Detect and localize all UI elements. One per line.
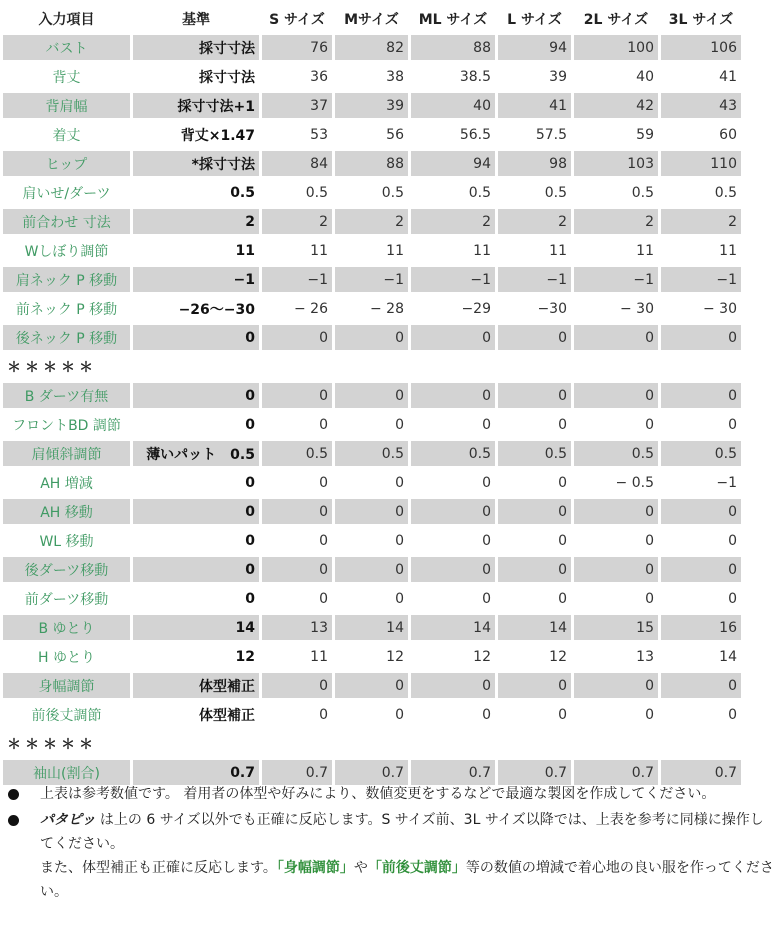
size-value: 0 [335,325,408,350]
size-value: 0 [262,499,332,524]
size-value: 0 [411,528,495,553]
row-standard: 14 [133,615,259,640]
size-value: 0.7 [498,760,571,785]
row-standard: 0 [133,383,259,408]
row-standard: 採寸寸法+1 [133,93,259,118]
size-value: 13 [574,644,658,669]
size-value: 14 [498,615,571,640]
size-value: 2 [574,209,658,234]
header-item: 入力項目 [3,6,130,31]
row-standard: 0 [133,528,259,553]
size-value: 60 [661,122,741,147]
size-value: 94 [498,35,571,60]
table-row [3,180,741,205]
size-value: 0 [335,702,408,727]
size-value: 0.5 [411,180,495,205]
size-value: 0 [498,383,571,408]
size-value: 0 [498,586,571,611]
separator-stars: ＊＊＊＊＊ [3,731,741,756]
size-value: 0 [335,528,408,553]
table-row [3,470,741,495]
row-standard: 0 [133,470,259,495]
row-item-label: 背丈 [3,64,130,89]
size-value: 98 [498,151,571,176]
size-value: 11 [262,644,332,669]
size-value: 59 [574,122,658,147]
row-item-label: ヒップ [3,151,130,176]
table-row [3,238,741,263]
note-text: 上表は参考数値です。 着用者の体型や好みにより、数値変更をするなどで最適な製図を作成してください。 [40,786,716,802]
header-size-3l: 3L サイズ [661,6,741,31]
size-value: 0 [574,383,658,408]
table-row [3,586,741,611]
table-row [3,441,741,466]
size-value: 0 [262,586,332,611]
size-value: − 26 [262,296,332,321]
row-item-label: バスト [3,35,130,60]
size-value: 2 [498,209,571,234]
size-value: 76 [262,35,332,60]
size-value: 0 [574,325,658,350]
table-row [3,644,741,669]
size-value: 15 [574,615,658,640]
row-standard: 0.5 [133,180,259,205]
table-row [3,557,741,582]
size-value: 0 [574,702,658,727]
size-value: 0.5 [262,441,332,466]
size-value: 0.7 [262,760,332,785]
row-item-label: 肩傾斜調節 [3,441,130,466]
size-value: −1 [661,470,741,495]
highlight-length-adjust: 「前後丈調節」 [367,860,466,876]
size-value: 88 [411,35,495,60]
size-value: 0 [262,557,332,582]
header-standard: 基準 [133,6,259,31]
size-value: 84 [262,151,332,176]
table-row [3,325,741,350]
size-value: 39 [335,93,408,118]
size-value: 0 [335,470,408,495]
size-value: 0 [498,557,571,582]
size-value: 0.5 [574,441,658,466]
size-value: 12 [335,644,408,669]
size-value: 0.5 [574,180,658,205]
row-standard: 2 [133,209,259,234]
row-item-label: 前合わせ 寸法 [3,209,130,234]
row-item-label: 前ダーツ移動 [3,586,130,611]
size-value: 2 [411,209,495,234]
size-value: 0.5 [498,180,571,205]
size-value: 0 [262,528,332,553]
row-item-label: 後ダーツ移動 [3,557,130,582]
size-value: 0.7 [411,760,495,785]
size-value: 11 [262,238,332,263]
header-size-s: S サイズ [262,6,332,31]
size-value: 56 [335,122,408,147]
row-standard: *採寸寸法 [133,151,259,176]
row-item-label: 肩ネック P 移動 [3,267,130,292]
size-value: 0 [262,412,332,437]
size-value: 0 [661,557,741,582]
size-value: −29 [411,296,495,321]
note-reference [8,782,774,806]
row-standard: 0 [133,586,259,611]
size-value: 0.5 [335,180,408,205]
row-standard: 体型補正 [133,702,259,727]
size-value: 94 [411,151,495,176]
table-row [3,499,741,524]
size-value: 0 [335,499,408,524]
size-value: 0 [661,702,741,727]
separator-stars: ＊＊＊＊＊ [3,354,741,379]
row-standard: 0 [133,412,259,437]
size-value: −1 [574,267,658,292]
row-item-label: 着丈 [3,122,130,147]
size-value: 36 [262,64,332,89]
bullet-icon [8,815,19,826]
size-value: 0 [661,586,741,611]
note-text: は上の 6 サイズ以外でも正確に反応します。S サイズ前、3L サイズ以降では、上表を参考に同様に操作してください。 [40,812,764,852]
size-value: 0 [574,586,658,611]
size-value: 12 [411,644,495,669]
table-row [3,615,741,640]
table-row [3,296,741,321]
header-size-ml: ML サイズ [411,6,495,31]
size-value: 0 [574,412,658,437]
size-value: 0 [661,412,741,437]
row-item-label: AH 移動 [3,499,130,524]
size-value: 0 [498,702,571,727]
row-standard: 0 [133,557,259,582]
size-value: 0 [262,325,332,350]
row-item-label: 身幅調節 [3,673,130,698]
table-row [3,35,741,60]
size-value: 0 [335,412,408,437]
size-value: − 0.5 [574,470,658,495]
size-value: 103 [574,151,658,176]
row-item-label: B ゆとり [3,615,130,640]
size-value: 0 [498,499,571,524]
row-item-label: 前後丈調節 [3,702,130,727]
row-standard: 薄いパット 0.5 [133,441,259,466]
row-item-label: 背肩幅 [3,93,130,118]
size-value: 100 [574,35,658,60]
size-value: 0 [661,528,741,553]
row-standard: 12 [133,644,259,669]
size-value: 0 [574,528,658,553]
size-value: 40 [574,64,658,89]
table-row [3,673,741,698]
size-value: 41 [498,93,571,118]
size-value: 0 [498,325,571,350]
row-item-label: 肩いせ/ダーツ [3,180,130,205]
size-value: −1 [498,267,571,292]
row-item-label: B ダーツ有無 [3,383,130,408]
size-value: 0 [498,528,571,553]
table-row [3,151,741,176]
header-size-l: L サイズ [498,6,571,31]
size-value: 0 [661,673,741,698]
row-item-label: AH 増減 [3,470,130,495]
row-standard: 0 [133,325,259,350]
row-item-label: 前ネック P 移動 [3,296,130,321]
size-value: 0 [661,325,741,350]
row-standard: 体型補正 [133,673,259,698]
size-value: 0 [498,412,571,437]
size-value: 0.5 [411,441,495,466]
size-value: 40 [411,93,495,118]
size-value: 13 [262,615,332,640]
size-value: 14 [411,615,495,640]
row-item-label: Wしぼり調節 [3,238,130,263]
note-patapi [8,808,774,904]
size-value: 0 [335,383,408,408]
size-value: 14 [661,644,741,669]
size-value: 14 [335,615,408,640]
size-value: 39 [498,64,571,89]
size-value: 41 [661,64,741,89]
separator-row [3,731,741,756]
row-standard: −26〜−30 [133,296,259,321]
size-value: 0.5 [262,180,332,205]
table-row [3,412,741,437]
size-value: 12 [498,644,571,669]
table-row [3,122,741,147]
size-value: 0 [574,673,658,698]
separator-row [3,354,741,379]
size-value: 0.7 [574,760,658,785]
note-text: や [353,860,368,876]
size-value: −1 [335,267,408,292]
size-value: 0 [411,702,495,727]
size-value: 0 [411,325,495,350]
size-value: 0 [498,673,571,698]
size-value: 0 [335,673,408,698]
table-row [3,267,741,292]
size-value: 0.7 [335,760,408,785]
row-item-label: H ゆとり [3,644,130,669]
notes [8,782,774,904]
table-row [3,383,741,408]
row-standard: 背丈×1.47 [133,122,259,147]
size-value: 11 [498,238,571,263]
header-size-m: Mサイズ [335,6,408,31]
size-value: − 30 [661,296,741,321]
row-standard: 11 [133,238,259,263]
size-value: 0 [411,586,495,611]
size-value: 38.5 [411,64,495,89]
size-value: 0 [661,383,741,408]
size-value: 0 [335,586,408,611]
size-value: 56.5 [411,122,495,147]
size-value: 16 [661,615,741,640]
size-value: 11 [411,238,495,263]
size-value: 0 [661,499,741,524]
size-value: 0 [498,470,571,495]
row-standard: 0 [133,499,259,524]
size-value: 2 [661,209,741,234]
size-value: 0 [335,557,408,582]
row-item-label: WL 移動 [3,528,130,553]
size-value: 37 [262,93,332,118]
size-value: − 30 [574,296,658,321]
size-value: 0 [262,383,332,408]
size-value: 38 [335,64,408,89]
table-row [3,209,741,234]
size-value: 11 [335,238,408,263]
size-value: −1 [661,267,741,292]
size-value: 0.5 [498,441,571,466]
note-text: 等の数値の増減で着心地の良い服を作ってください。 [40,860,774,900]
row-item-label: フロントBD 調節 [3,412,130,437]
size-value: 2 [262,209,332,234]
size-value: 57.5 [498,122,571,147]
size-value: 0 [574,557,658,582]
size-value: 0.7 [661,760,741,785]
size-value: 11 [574,238,658,263]
size-value: 0 [574,499,658,524]
note-text: また、体型補正も正確に反応します。 [40,860,277,876]
size-value: 42 [574,93,658,118]
size-value: 0 [262,470,332,495]
size-value: 53 [262,122,332,147]
header-size-2l: 2L サイズ [574,6,658,31]
table-row [3,93,741,118]
highlight-width-adjust: 「身幅調節」 [276,860,354,876]
brand-name: パタピッ [40,812,96,828]
size-table [0,2,744,789]
size-value: −30 [498,296,571,321]
size-value: 0 [411,673,495,698]
size-value: −1 [262,267,332,292]
size-value: 0.5 [661,441,741,466]
size-value: −1 [411,267,495,292]
size-value: 110 [661,151,741,176]
row-item-label: 後ネック P 移動 [3,325,130,350]
table-row [3,528,741,553]
size-value: 82 [335,35,408,60]
size-value: 0 [411,470,495,495]
size-value: − 28 [335,296,408,321]
size-value: 0 [411,557,495,582]
table-header-row [3,6,741,31]
size-value: 2 [335,209,408,234]
row-standard: 採寸寸法 [133,64,259,89]
table-row [3,64,741,89]
size-value: 0 [411,412,495,437]
size-value: 0 [411,383,495,408]
row-standard: 0.7 [133,760,259,785]
bullet-icon [8,789,19,800]
row-standard: −1 [133,267,259,292]
size-value: 0.5 [335,441,408,466]
size-value: 0 [262,673,332,698]
row-standard: 採寸寸法 [133,35,259,60]
size-value: 43 [661,93,741,118]
size-value: 0.5 [661,180,741,205]
row-item-label: 袖山(割合) [3,760,130,785]
size-value: 11 [661,238,741,263]
size-value: 0 [262,702,332,727]
size-value: 88 [335,151,408,176]
size-value: 0 [411,499,495,524]
table-row [3,702,741,727]
size-value: 106 [661,35,741,60]
